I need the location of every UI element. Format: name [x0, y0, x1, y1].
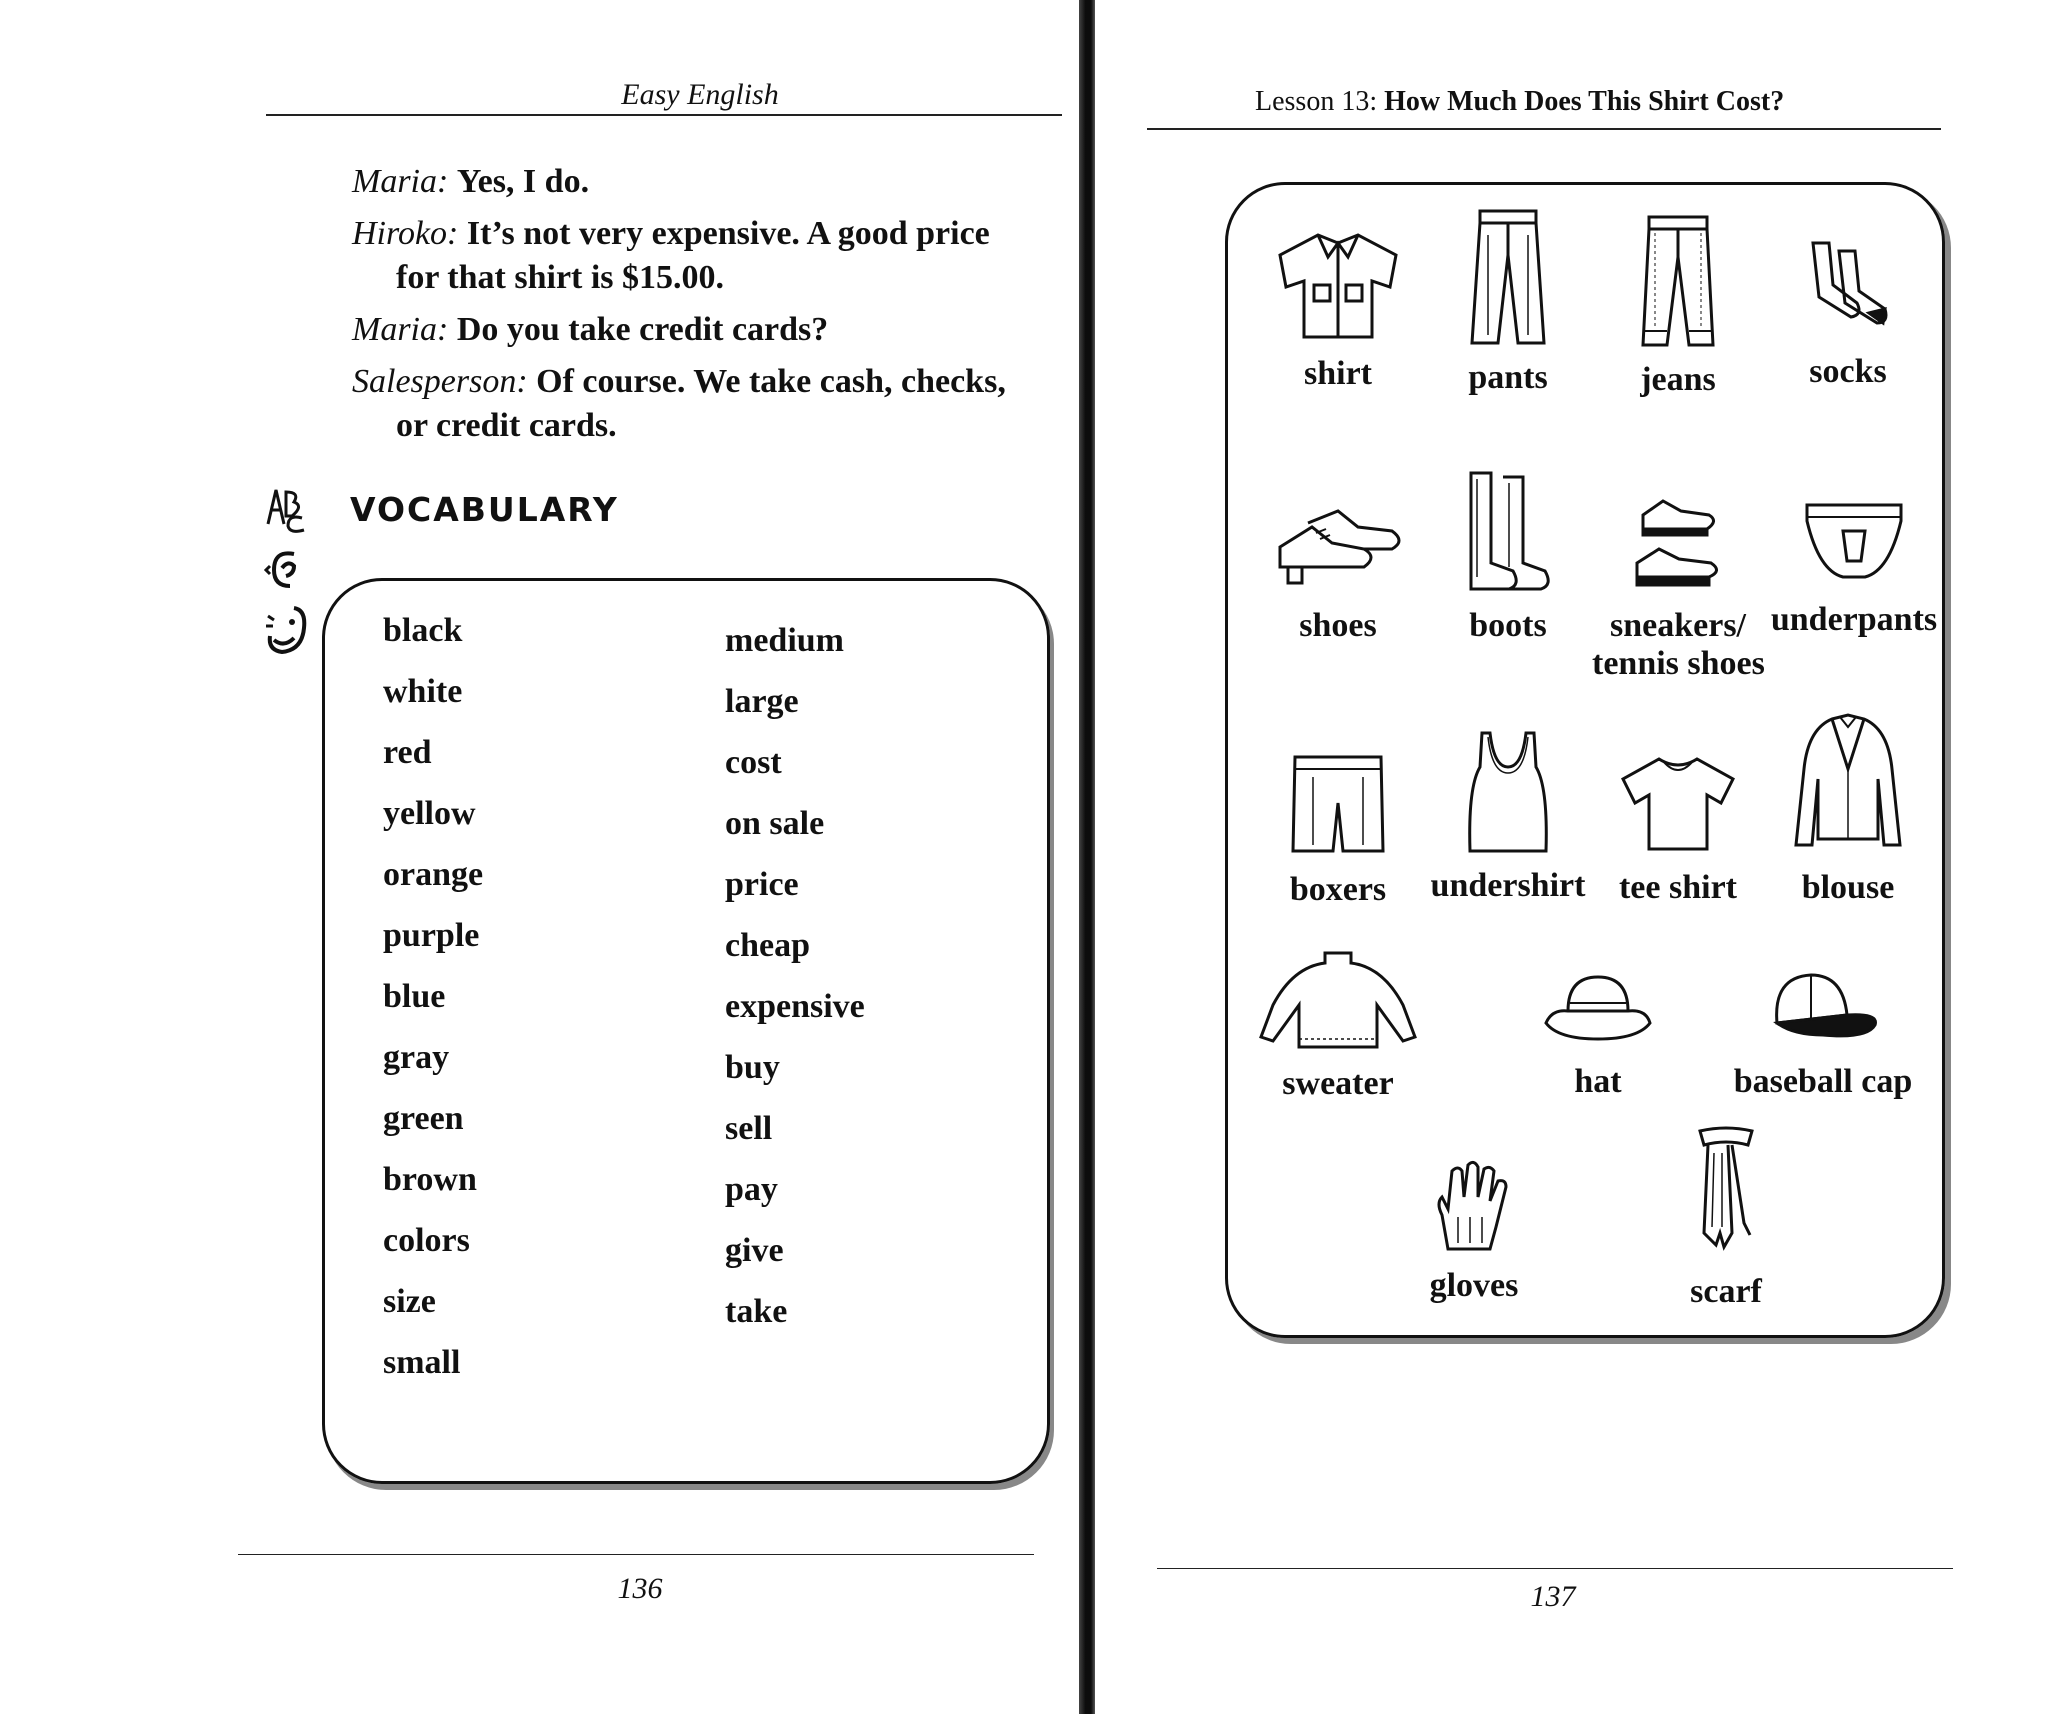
scarf-icon: [1686, 1123, 1766, 1263]
clothing-label: boxers: [1289, 871, 1387, 908]
pants-icon: [1458, 205, 1558, 349]
clothing-label: pants: [1468, 359, 1548, 396]
clothing-label: undershirt: [1430, 867, 1586, 904]
clothing-label: blouse: [1801, 869, 1895, 906]
footer-rule: [1157, 1568, 1953, 1569]
clothing-item: [1512, 963, 1684, 1101]
vocabulary-heading: VOCABULARY: [350, 490, 619, 529]
vocab-word: medium: [725, 622, 844, 659]
vocab-word: small: [383, 1344, 461, 1381]
clothing-label: shoes: [1299, 607, 1377, 644]
line-text: It’s not very expensive. A good price: [466, 215, 990, 252]
vocab-word: expensive: [725, 988, 865, 1025]
line-continuation: for that shirt is $15.00.: [396, 259, 725, 296]
vocab-word: large: [725, 683, 799, 720]
sneakers-icon: [1623, 487, 1733, 597]
vocab-word: gray: [383, 1039, 450, 1076]
vocab-word: pay: [725, 1171, 778, 1208]
right-page: [1095, 0, 2048, 1714]
speaker: Maria:: [352, 163, 449, 200]
dialogue-line: [352, 360, 1072, 448]
vocab-word: buy: [725, 1049, 780, 1086]
clothing-item: [1252, 945, 1424, 1103]
vocab-word: cheap: [725, 927, 810, 964]
vocab-word: brown: [383, 1161, 477, 1198]
undershirt-icon: [1458, 727, 1558, 857]
sweater-icon: [1253, 945, 1423, 1055]
clothing-item: [1422, 727, 1594, 905]
gloves-icon: [1424, 1157, 1524, 1257]
clothing-item: [1768, 491, 1940, 639]
clothing-label: baseball cap: [1733, 1063, 1913, 1100]
header-rule: [1147, 128, 1941, 130]
clothing-label: gloves: [1429, 1267, 1519, 1304]
clothing-item: [1592, 487, 1764, 683]
alphabet-icon: [264, 484, 308, 534]
clothing-item: [1252, 749, 1424, 909]
vocab-word: red: [383, 734, 432, 771]
clothing-label: boots: [1469, 607, 1547, 644]
speaking-face-icon: [264, 604, 308, 660]
clothing-item: [1252, 487, 1424, 645]
vocab-word: yellow: [383, 795, 476, 832]
dialogue-line: [352, 160, 1072, 204]
boxers-icon: [1283, 749, 1393, 861]
lesson-number: Lesson 13:: [1255, 86, 1378, 117]
blouse-icon: [1788, 709, 1908, 859]
clothing-label: socks: [1809, 353, 1887, 390]
vocabulary-box: [322, 578, 1050, 1484]
dialogue-line: [352, 212, 1072, 300]
line-text: Yes, I do.: [456, 163, 590, 200]
line-text: Of course. We take cash, checks,: [536, 363, 1006, 400]
vocab-word: black: [383, 612, 463, 649]
boots-icon: [1453, 467, 1563, 597]
vocab-column-1: [383, 611, 483, 1404]
vocab-word: green: [383, 1100, 464, 1137]
lesson-title: How Much Does This Shirt Cost?: [1384, 86, 1785, 117]
clothing-label: shirt: [1304, 355, 1372, 392]
page-number: 136: [617, 1572, 663, 1605]
vocab-word: orange: [383, 856, 484, 893]
footer-rule: [238, 1554, 1034, 1555]
shoes-icon: [1268, 487, 1408, 597]
clothing-label: scarf: [1690, 1273, 1762, 1310]
clothing-item: [1388, 1157, 1560, 1305]
running-head: [1255, 86, 1784, 118]
clothing-label: tee shirt: [1618, 869, 1737, 906]
line-text: Do you take credit cards?: [456, 311, 829, 348]
vocab-word: give: [725, 1232, 784, 1269]
vocab-word: price: [725, 866, 799, 903]
clothing-label: jeans: [1640, 361, 1716, 398]
vocab-word: size: [383, 1283, 436, 1320]
socks-icon: [1793, 233, 1903, 343]
clothing-label: sweater: [1282, 1065, 1394, 1102]
vocab-word: sell: [725, 1110, 773, 1147]
hat-icon: [1538, 963, 1658, 1053]
clothing-item: [1422, 467, 1594, 645]
header-rule: [266, 114, 1062, 116]
page-number: 137: [1530, 1580, 1576, 1613]
clothing-label: hat: [1574, 1063, 1622, 1100]
vocab-word: white: [383, 673, 463, 710]
clothing-box: [1225, 182, 1945, 1338]
baseball-cap-icon: [1763, 963, 1883, 1053]
vocab-column-2: [725, 621, 865, 1353]
clothing-item: [1422, 205, 1594, 397]
tee-shirt-icon: [1613, 749, 1743, 859]
clothing-item: [1640, 1123, 1812, 1311]
vocab-word: purple: [383, 917, 480, 954]
vocab-word: take: [725, 1293, 788, 1330]
ear-icon: [264, 546, 308, 592]
vocab-word: blue: [383, 978, 446, 1015]
dialogue: [352, 160, 1072, 456]
running-head: Easy English: [621, 78, 779, 111]
vocab-word: on sale: [725, 805, 825, 842]
clothing-label: [1592, 607, 1764, 683]
shirt-icon: [1268, 225, 1408, 345]
clothing-label-line: tennis shoes: [1592, 645, 1765, 682]
clothing-item: [1252, 225, 1424, 393]
dialogue-line: [352, 308, 1072, 352]
vocab-word: cost: [725, 744, 782, 781]
jeans-icon: [1633, 211, 1723, 351]
speaker: Maria:: [352, 311, 449, 348]
clothing-label: underpants: [1770, 601, 1938, 638]
clothing-label-line: sneakers/: [1610, 607, 1746, 644]
speaker: Salesperson:: [352, 363, 528, 400]
line-continuation: or credit cards.: [396, 407, 617, 444]
clothing-item: [1592, 749, 1764, 907]
clothing-item: [1708, 963, 1938, 1101]
clothing-item: [1592, 211, 1764, 399]
margin-icons: [264, 484, 312, 672]
speaker: Hiroko:: [352, 215, 459, 252]
clothing-item: [1762, 709, 1934, 907]
vocab-word: colors: [383, 1222, 470, 1259]
underpants-icon: [1799, 491, 1909, 591]
book-spine: [1079, 0, 1095, 1714]
clothing-item: [1762, 233, 1934, 391]
